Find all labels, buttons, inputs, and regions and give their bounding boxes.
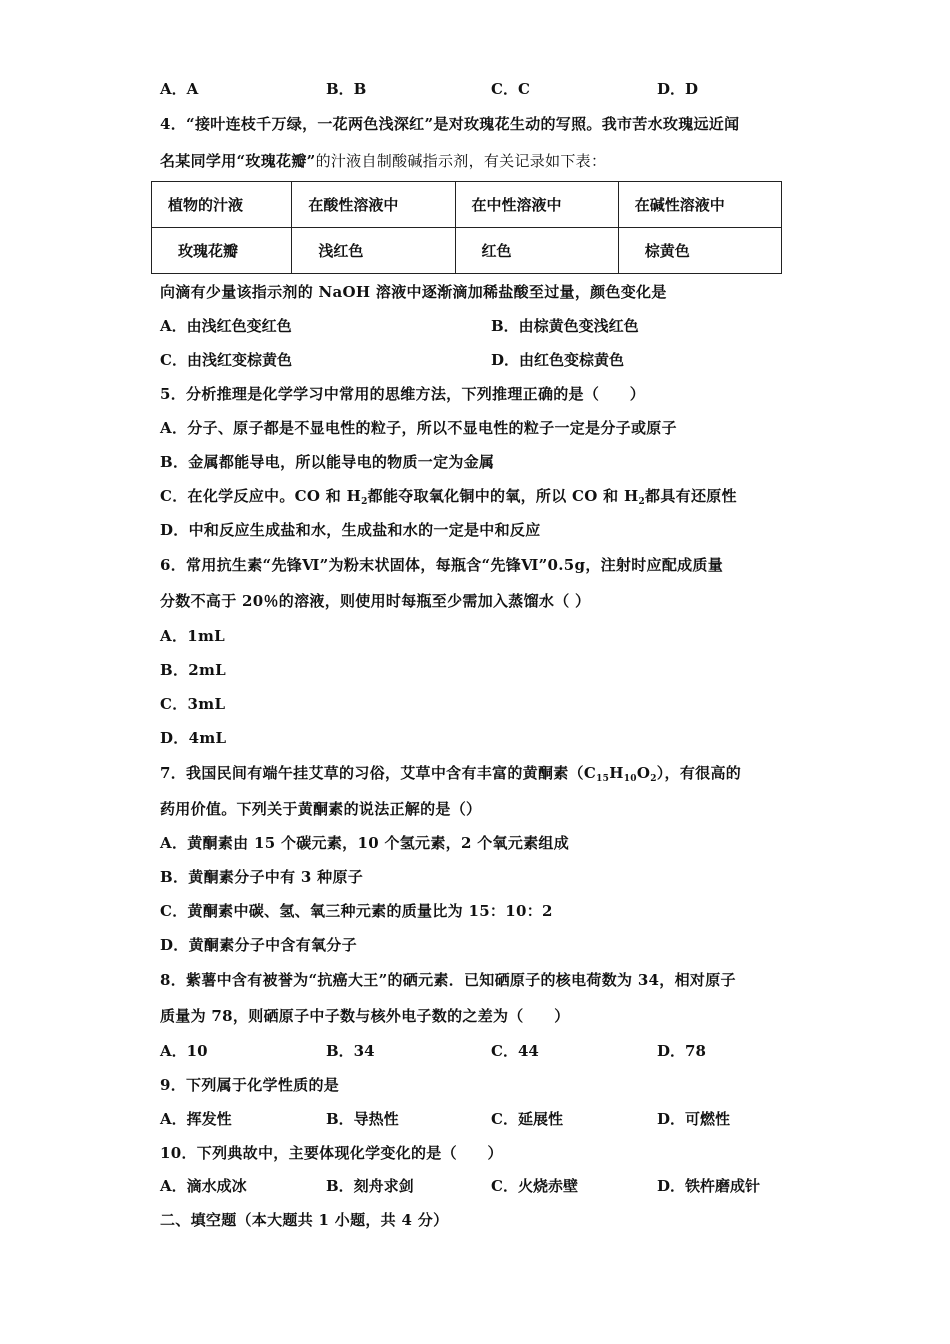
table-cell: 棕黄色 xyxy=(618,228,781,274)
q6-stem-line2: 分数不高于 20％的溶液，则使用时每瓶至少需加入蒸馏水（ ） xyxy=(160,592,591,610)
q9-option-c: C．延展性 xyxy=(491,1110,563,1128)
q7-stem-line2: 药用价值。下列关于黄酮素的说法正解的是（） xyxy=(160,800,482,818)
q4-stem-line2-bold: 名某同学用“玫瑰花瓣” xyxy=(160,152,316,170)
q3-option-b: B．B xyxy=(326,80,367,98)
q7-option-a: A．黄酮素由 15 个碳元素，10 个氢元素，2 个氧元素组成 xyxy=(160,834,570,852)
q7-sub-h: 10 xyxy=(623,774,637,784)
table-cell: 红色 xyxy=(455,228,618,274)
q10-option-c: C．火烧赤壁 xyxy=(491,1177,578,1195)
table-row xyxy=(152,182,782,228)
q4-stem-line1: 4．“接叶连枝千万绿，一花两色浅深红”是对玫瑰花生动的写照。我市苦水玫瑰远近闻 xyxy=(160,115,740,133)
q9-option-d: D．可燃性 xyxy=(657,1110,731,1128)
q6-option-b: B．2mL xyxy=(160,661,227,679)
q10-option-b: B．刻舟求剑 xyxy=(326,1177,414,1195)
q4-option-d: D．由红色变棕黄色 xyxy=(491,351,625,369)
q7-stem-part2: ），有很高的 xyxy=(656,764,742,782)
q5-option-c-part1: C．在化学反应中。CO 和 H xyxy=(160,487,362,505)
q7-stem-part1: 7．我国民间有端午挂艾草的习俗，艾草中含有丰富的黄酮素（C xyxy=(160,764,597,782)
table-header-cell: 植物的汁液 xyxy=(152,182,292,228)
q7-o: O xyxy=(636,764,651,782)
table-row xyxy=(152,228,782,274)
q8-stem-line1: 8．紫薯中含有被誉为“抗癌大王”的硒元素．已知硒原子的核电荷数为 34，相对原子 xyxy=(160,971,736,989)
q5-stem: 5．分析推理是化学学习中常用的思维方法，下列推理正确的是（ ） xyxy=(160,385,646,403)
q6-option-d: D．4mL xyxy=(160,729,227,747)
q7-option-b: B．黄酮素分子中有 3 种原子 xyxy=(160,868,364,886)
q9-option-b: B．导热性 xyxy=(326,1110,399,1128)
q10-stem: 10．下列典故中，主要体现化学变化的是（ ） xyxy=(160,1144,503,1162)
q9-stem: 9．下列属于化学性质的是 xyxy=(160,1076,340,1094)
q9-option-a: A．挥发性 xyxy=(160,1110,232,1128)
q7-option-c: C．黄酮素中碳、氢、氧三种元素的质量比为 15：10：2 xyxy=(160,902,553,920)
q4-stem-line2-rest: 的汁液自制酸碱指示剂，有关记录如下表： xyxy=(315,152,607,170)
q8-option-d: D．78 xyxy=(657,1042,706,1060)
q7-sub-o: 2 xyxy=(650,774,657,784)
q4-option-b: B．由棕黄色变浅红色 xyxy=(491,317,639,335)
q7-option-d: D．黄酮素分子中含有氧分子 xyxy=(160,936,357,954)
q6-option-a: A．1mL xyxy=(160,627,225,645)
q5-option-c-sub1: 2 xyxy=(361,497,368,507)
q5-option-a: A．分子、原子都是不显电性的粒子，所以不显电性的粒子一定是分子或原子 xyxy=(160,419,677,437)
q5-option-c xyxy=(160,485,737,506)
q8-option-b: B．34 xyxy=(326,1042,375,1060)
q8-option-a: A．10 xyxy=(160,1042,208,1060)
q7-stem-line1 xyxy=(160,762,741,783)
q4-stem-line2 xyxy=(160,150,606,171)
q5-option-b: B．金属都能导电，所以能导电的物质一定为金属 xyxy=(160,453,495,471)
q10-option-d: D．铁杵磨成针 xyxy=(657,1177,761,1195)
q5-option-c-part3: 都具有还原性 xyxy=(645,487,737,505)
q7-h: H xyxy=(609,764,624,782)
q8-stem-line2: 质量为 78，则硒原子中子数与核外电子数的之差为（ ） xyxy=(160,1007,570,1025)
q7-sub-c: 15 xyxy=(596,774,610,784)
q6-stem-line1: 6．常用抗生素“先锋Ⅵ”为粉末状固体，每瓶含“先锋Ⅵ”0.5g，注射时应配成质量 xyxy=(160,556,724,574)
q5-option-c-part2: 都能夺取氧化铜中的氧，所以 CO 和 H xyxy=(367,487,639,505)
q10-option-a: A．滴水成冰 xyxy=(160,1177,247,1195)
q6-option-c: C．3mL xyxy=(160,695,226,713)
q3-option-a: A．A xyxy=(160,80,199,98)
q4-option-c: C．由浅红变棕黄色 xyxy=(160,351,292,369)
table-header-cell: 在酸性溶液中 xyxy=(292,182,455,228)
q3-option-c: C．C xyxy=(491,80,530,98)
q3-option-d: D．D xyxy=(657,80,699,98)
table-header-cell: 在碱性溶液中 xyxy=(618,182,781,228)
q8-option-c: C．44 xyxy=(491,1042,539,1060)
q5-option-c-sub2: 2 xyxy=(638,497,646,507)
q4-option-a: A．由浅红色变红色 xyxy=(160,317,292,335)
table-cell: 浅红色 xyxy=(292,228,455,274)
q4-followup: 向滴有少量该指示剂的 NaOH 溶液中逐渐滴加稀盐酸至过量，颜色变化是 xyxy=(160,283,667,301)
section-heading: 二、填空题（本大题共 1 小题，共 4 分） xyxy=(160,1211,449,1229)
table-header-cell: 在中性溶液中 xyxy=(455,182,618,228)
q5-option-d: D．中和反应生成盐和水，生成盐和水的一定是中和反应 xyxy=(160,521,541,539)
table-cell: 玫瑰花瓣 xyxy=(152,228,292,274)
indicator-table xyxy=(151,181,782,274)
